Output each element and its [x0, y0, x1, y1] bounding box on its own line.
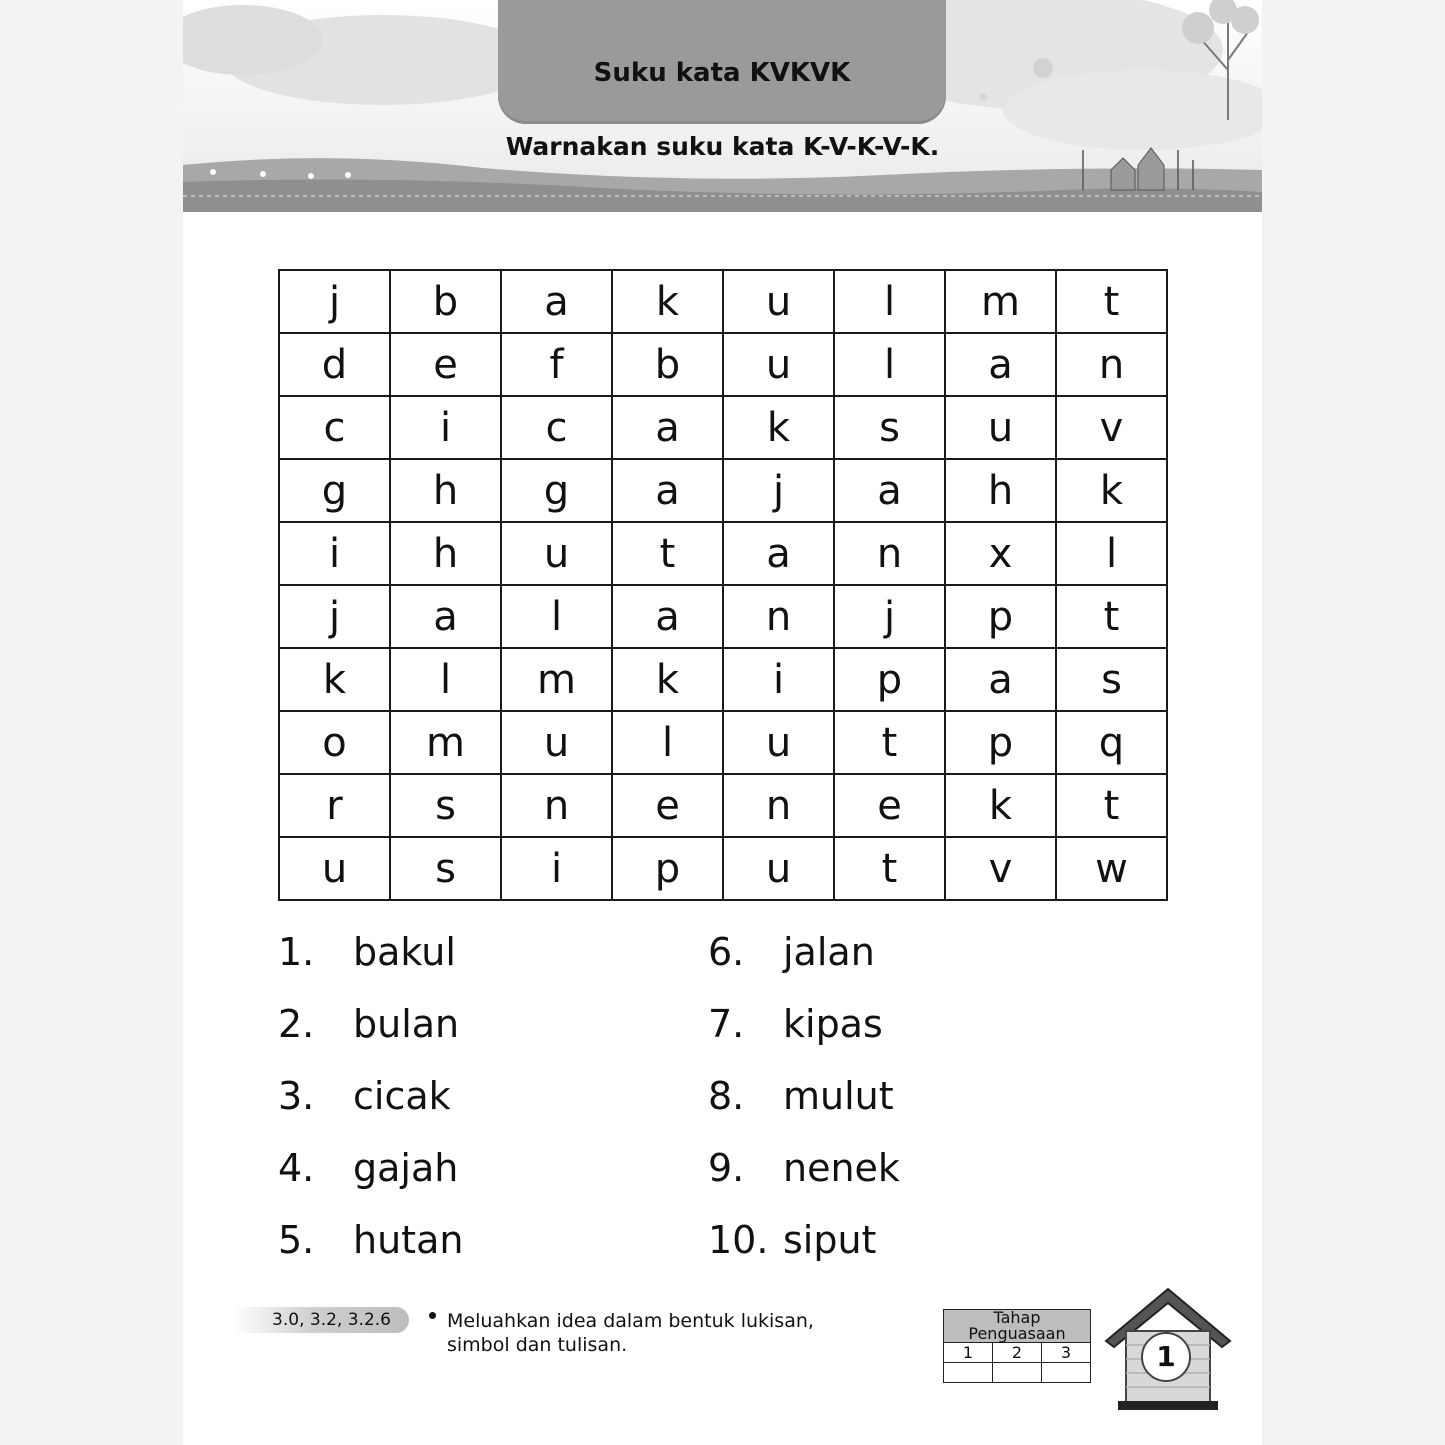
grid-row — [279, 396, 1167, 459]
word-number: 3. — [278, 1074, 315, 1118]
grid-cell[interactable]: n — [1056, 333, 1167, 396]
grid-cell[interactable]: h — [390, 522, 501, 585]
mastery-level-2-box[interactable] — [993, 1363, 1042, 1383]
grid-cell[interactable]: l — [834, 270, 945, 333]
grid-cell[interactable]: a — [945, 648, 1056, 711]
grid-cell[interactable]: j — [279, 585, 390, 648]
grid-cell[interactable]: v — [945, 837, 1056, 900]
grid-cell[interactable]: m — [390, 711, 501, 774]
grid-cell[interactable]: q — [1056, 711, 1167, 774]
grid-cell[interactable]: k — [723, 396, 834, 459]
grid-cell[interactable]: x — [945, 522, 1056, 585]
grid-cell[interactable]: b — [612, 333, 723, 396]
grid-cell[interactable]: u — [723, 711, 834, 774]
grid-cell[interactable]: h — [945, 459, 1056, 522]
word-text: gajah — [353, 1146, 459, 1190]
word-number: 5. — [278, 1218, 315, 1262]
grid-cell[interactable]: c — [501, 396, 612, 459]
grid-cell[interactable]: l — [1056, 522, 1167, 585]
word-number: 1. — [278, 930, 315, 974]
grid-cell[interactable]: g — [501, 459, 612, 522]
grid-cell[interactable]: a — [612, 396, 723, 459]
grid-cell[interactable]: u — [501, 711, 612, 774]
grid-row — [279, 270, 1167, 333]
learning-objective — [447, 1309, 827, 1357]
grid-cell[interactable]: w — [1056, 837, 1167, 900]
page-number: 1 — [1156, 1340, 1176, 1373]
word-text: siput — [783, 1218, 877, 1262]
page-title: Suku kata KVKVK — [593, 58, 851, 88]
grid-cell[interactable]: p — [834, 648, 945, 711]
grid-cell[interactable]: j — [723, 459, 834, 522]
word-text: bakul — [353, 930, 456, 974]
mastery-level-1-box[interactable] — [944, 1363, 993, 1383]
grid-cell[interactable]: u — [279, 837, 390, 900]
grid-cell[interactable]: n — [723, 585, 834, 648]
grid-row — [279, 333, 1167, 396]
grid-cell[interactable]: u — [945, 396, 1056, 459]
grid-cell[interactable]: j — [279, 270, 390, 333]
learning-objective-line1: Meluahkan idea dalam bentuk lukisan, — [447, 1310, 814, 1332]
grid-cell[interactable]: r — [279, 774, 390, 837]
grid-cell[interactable]: l — [501, 585, 612, 648]
grid-cell[interactable]: s — [390, 774, 501, 837]
mastery-level-3-label: 3 — [1042, 1343, 1091, 1363]
grid-cell[interactable]: p — [945, 585, 1056, 648]
grid-cell[interactable]: e — [612, 774, 723, 837]
grid-cell[interactable]: h — [390, 459, 501, 522]
grid-cell[interactable]: t — [612, 522, 723, 585]
grid-row — [279, 774, 1167, 837]
grid-cell[interactable]: f — [501, 333, 612, 396]
grid-cell[interactable]: a — [612, 585, 723, 648]
mastery-level-1-label: 1 — [944, 1343, 993, 1363]
grid-row — [279, 648, 1167, 711]
grid-cell[interactable]: s — [834, 396, 945, 459]
grid-cell[interactable]: p — [945, 711, 1056, 774]
word-number: 2. — [278, 1002, 315, 1046]
grid-cell[interactable]: a — [390, 585, 501, 648]
grid-cell[interactable]: i — [390, 396, 501, 459]
grid-cell[interactable]: b — [390, 270, 501, 333]
word-number: 6. — [708, 930, 745, 974]
grid-cell[interactable]: l — [612, 711, 723, 774]
grid-cell[interactable]: e — [834, 774, 945, 837]
word-text: jalan — [783, 930, 875, 974]
grid-cell[interactable]: l — [390, 648, 501, 711]
grid-cell[interactable]: u — [723, 270, 834, 333]
grid-cell[interactable]: p — [612, 837, 723, 900]
grid-cell[interactable]: v — [1056, 396, 1167, 459]
curriculum-code — [233, 1307, 409, 1333]
grid-cell[interactable]: k — [279, 648, 390, 711]
grid-cell[interactable]: t — [1056, 585, 1167, 648]
word-text: hutan — [353, 1218, 464, 1262]
learning-objective-line2: simbol dan tulisan. — [447, 1334, 628, 1356]
grid-cell[interactable]: m — [945, 270, 1056, 333]
grid-row — [279, 585, 1167, 648]
word-list — [278, 930, 1178, 1290]
mastery-level-table — [943, 1309, 1091, 1383]
instruction: Warnakan suku kata K-V-K-V-K. — [505, 132, 940, 161]
grid-cell[interactable]: l — [834, 333, 945, 396]
grid-cell[interactable]: i — [501, 837, 612, 900]
grid-cell[interactable]: u — [723, 837, 834, 900]
grid-row — [279, 711, 1167, 774]
word-number: 8. — [708, 1074, 745, 1118]
curriculum-code-text: 3.0, 3.2, 3.2.6 — [272, 1310, 391, 1330]
grid-cell[interactable]: o — [279, 711, 390, 774]
grid-cell[interactable]: n — [723, 774, 834, 837]
word-number: 10. — [708, 1218, 769, 1262]
grid-cell[interactable]: k — [945, 774, 1056, 837]
word-search-grid — [278, 269, 1168, 901]
mastery-title: Tahap Penguasaan — [944, 1310, 1091, 1343]
worksheet-page — [183, 0, 1262, 1445]
grid-cell[interactable]: t — [834, 837, 945, 900]
word-number: 4. — [278, 1146, 315, 1190]
grid-cell[interactable]: a — [945, 333, 1056, 396]
grid-cell[interactable]: k — [1056, 459, 1167, 522]
grid-cell[interactable]: c — [279, 396, 390, 459]
grid-cell[interactable]: a — [501, 270, 612, 333]
grid-cell[interactable]: a — [723, 522, 834, 585]
grid-cell[interactable]: k — [612, 648, 723, 711]
grid-row — [279, 459, 1167, 522]
grid-cell[interactable]: i — [723, 648, 834, 711]
bullet-icon — [429, 1312, 436, 1319]
grid-cell[interactable]: s — [390, 837, 501, 900]
grid-cell[interactable]: k — [612, 270, 723, 333]
grid-cell[interactable]: a — [612, 459, 723, 522]
grid-cell[interactable]: d — [279, 333, 390, 396]
grid-cell[interactable]: i — [279, 522, 390, 585]
word-text: cicak — [353, 1074, 451, 1118]
grid-cell[interactable]: t — [834, 711, 945, 774]
word-text: nenek — [783, 1146, 900, 1190]
grid-row — [279, 522, 1167, 585]
mastery-level-2-label: 2 — [993, 1343, 1042, 1363]
grid-cell[interactable]: n — [834, 522, 945, 585]
word-number: 7. — [708, 1002, 745, 1046]
grid-cell[interactable]: g — [279, 459, 390, 522]
grid-row — [279, 837, 1167, 900]
grid-cell[interactable]: s — [1056, 648, 1167, 711]
word-number: 9. — [708, 1146, 745, 1190]
word-text: bulan — [353, 1002, 460, 1046]
grid-cell[interactable]: t — [1056, 270, 1167, 333]
mastery-level-3-box[interactable] — [1042, 1363, 1091, 1383]
word-text: mulut — [783, 1074, 894, 1118]
grid-cell[interactable]: u — [723, 333, 834, 396]
grid-cell[interactable]: e — [390, 333, 501, 396]
grid-cell[interactable]: t — [1056, 774, 1167, 837]
word-text: kipas — [783, 1002, 883, 1046]
grid-cell[interactable]: u — [501, 522, 612, 585]
grid-cell[interactable]: j — [834, 585, 945, 648]
grid-cell[interactable]: a — [834, 459, 945, 522]
grid-cell[interactable]: m — [501, 648, 612, 711]
grid-cell[interactable]: n — [501, 774, 612, 837]
